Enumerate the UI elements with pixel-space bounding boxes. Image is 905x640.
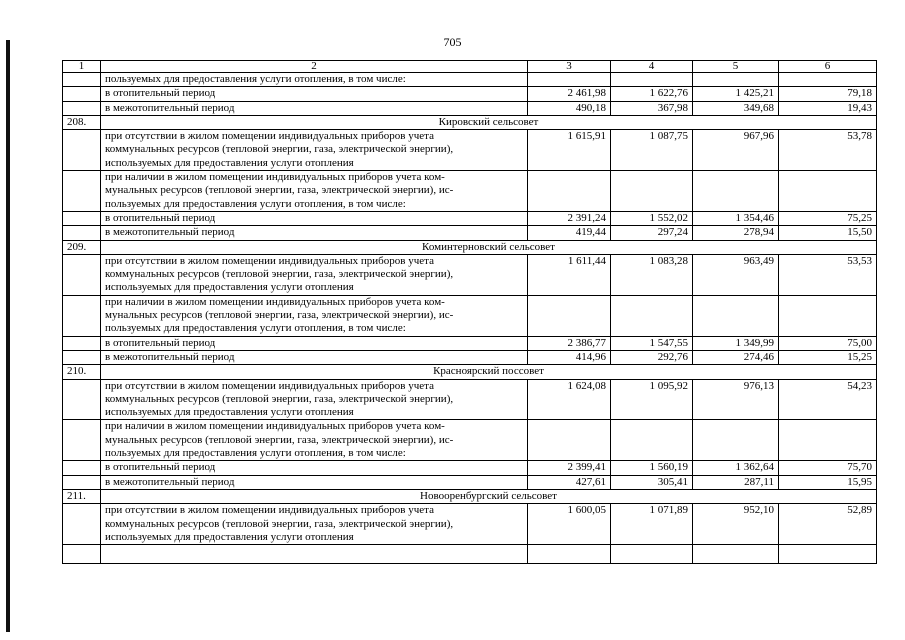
row-number-cell <box>63 211 101 225</box>
row-description: в отопительный период <box>101 461 528 475</box>
value-cell-col5 <box>693 420 779 461</box>
value-cell-col3: 2 391,24 <box>528 211 611 225</box>
value-cell-col3: 1 624,08 <box>528 379 611 420</box>
value-cell-col3: 427,61 <box>528 475 611 489</box>
value-cell-col5: 963,49 <box>693 254 779 295</box>
row-number: 211. <box>63 489 101 503</box>
column-header: 1 <box>63 61 101 73</box>
value-cell-col6 <box>779 295 877 336</box>
row-description <box>101 504 528 545</box>
value-cell-col4 <box>611 420 693 461</box>
table-row <box>63 115 877 129</box>
row-number-cell <box>63 254 101 295</box>
value-cell-col6: 75,25 <box>779 211 877 225</box>
description-line: при наличии в жилом помещении индивидуальных приборов учета ком- <box>105 420 445 433</box>
row-description: в межотопительный период <box>101 475 528 489</box>
description-line: используемых для предоставления услуги отопления <box>105 156 354 169</box>
value-cell-col5: 1 425,21 <box>693 87 779 101</box>
value-cell-col6: 15,25 <box>779 350 877 364</box>
empty-cell <box>779 545 877 564</box>
empty-cell <box>528 545 611 564</box>
value-cell-col3: 2 461,98 <box>528 87 611 101</box>
row-number: 210. <box>63 365 101 379</box>
value-cell-col5: 967,96 <box>693 130 779 171</box>
value-cell-col6: 52,89 <box>779 504 877 545</box>
table-row <box>63 211 877 225</box>
value-cell-col6 <box>779 420 877 461</box>
value-cell-col4: 367,98 <box>611 101 693 115</box>
empty-cell <box>101 545 528 564</box>
column-header: 5 <box>693 61 779 73</box>
description-line: используемых для предоставления услуги отопления <box>105 281 354 294</box>
row-description <box>101 379 528 420</box>
value-cell-col4: 305,41 <box>611 475 693 489</box>
row-description: в отопительный период <box>101 211 528 225</box>
row-description: пользуемых для предоставления услуги отопления, в том числе: <box>101 73 528 87</box>
value-cell-col5 <box>693 73 779 87</box>
value-cell-col6: 15,50 <box>779 226 877 240</box>
row-description <box>101 171 528 212</box>
row-description: в межотопительный период <box>101 101 528 115</box>
empty-cell <box>693 545 779 564</box>
value-cell-col6: 75,00 <box>779 336 877 350</box>
row-number: 209. <box>63 240 101 254</box>
description-line: мунальных ресурсов (тепловой энергии, газа, электрической энергии), ис- <box>105 184 454 197</box>
description-line: коммунальных ресурсов (тепловой энергии, газа, электрической энергии), <box>105 517 454 530</box>
row-number-cell <box>63 73 101 87</box>
empty-cell <box>611 545 693 564</box>
table-row <box>63 379 877 420</box>
row-number-cell <box>63 461 101 475</box>
description-line: при отсутствии в жилом помещении индивидуальных приборов учета <box>105 130 434 143</box>
value-cell-col4: 297,24 <box>611 226 693 240</box>
table-row <box>63 461 877 475</box>
table-row <box>63 130 877 171</box>
description-line: коммунальных ресурсов (тепловой энергии, газа, электрической энергии), <box>105 392 454 405</box>
value-cell-col5: 287,11 <box>693 475 779 489</box>
value-cell-col3: 419,44 <box>528 226 611 240</box>
value-cell-col4: 1 071,89 <box>611 504 693 545</box>
column-header: 3 <box>528 61 611 73</box>
value-cell-col6 <box>779 171 877 212</box>
value-cell-col4: 1 552,02 <box>611 211 693 225</box>
table-row <box>63 336 877 350</box>
value-cell-col4 <box>611 73 693 87</box>
value-cell-col3: 1 611,44 <box>528 254 611 295</box>
value-cell-col5: 349,68 <box>693 101 779 115</box>
description-line: при отсутствии в жилом помещении индивидуальных приборов учета <box>105 504 434 517</box>
table-row <box>63 504 877 545</box>
row-description: в отопительный период <box>101 87 528 101</box>
table-row <box>63 350 877 364</box>
row-number-cell <box>63 171 101 212</box>
row-description <box>101 295 528 336</box>
value-cell-col6: 53,78 <box>779 130 877 171</box>
row-number-cell <box>63 295 101 336</box>
scan-edge-shadow <box>6 40 10 632</box>
description-line: мунальных ресурсов (тепловой энергии, газа, электрической энергии), ис- <box>105 309 454 322</box>
value-cell-col3: 1 615,91 <box>528 130 611 171</box>
row-number-cell <box>63 379 101 420</box>
description-line: при отсутствии в жилом помещении индивидуальных приборов учета <box>105 254 434 267</box>
value-cell-col5 <box>693 171 779 212</box>
row-description <box>101 420 528 461</box>
value-cell-col5: 1 349,99 <box>693 336 779 350</box>
value-cell-col4: 292,76 <box>611 350 693 364</box>
value-cell-col5: 952,10 <box>693 504 779 545</box>
value-cell-col4: 1 095,92 <box>611 379 693 420</box>
row-number: 208. <box>63 115 101 129</box>
row-number-cell <box>63 336 101 350</box>
description-line: мунальных ресурсов (тепловой энергии, газа, электрической энергии), ис- <box>105 433 454 446</box>
value-cell-col5: 274,46 <box>693 350 779 364</box>
value-cell-col3 <box>528 171 611 212</box>
description-line: при наличии в жилом помещении индивидуальных приборов учета ком- <box>105 171 445 184</box>
description-line: при отсутствии в жилом помещении индивидуальных приборов учета <box>105 379 434 392</box>
value-cell-col5: 1 354,46 <box>693 211 779 225</box>
row-number-cell <box>63 87 101 101</box>
row-number-cell <box>63 504 101 545</box>
value-cell-col4 <box>611 295 693 336</box>
value-cell-col6: 15,95 <box>779 475 877 489</box>
table-row <box>63 254 877 295</box>
description-line: используемых для предоставления услуги отопления <box>105 530 354 543</box>
value-cell-col6 <box>779 73 877 87</box>
value-cell-col3 <box>528 73 611 87</box>
value-cell-col5: 1 362,64 <box>693 461 779 475</box>
description-line: при наличии в жилом помещении индивидуальных приборов учета ком- <box>105 295 445 308</box>
value-cell-col5: 278,94 <box>693 226 779 240</box>
value-cell-col4: 1 083,28 <box>611 254 693 295</box>
region-name: Коминтерновский сельсовет <box>101 240 877 254</box>
region-name: Новооренбургский сельсовет <box>101 489 877 503</box>
row-number-cell <box>63 226 101 240</box>
value-cell-col6: 75,70 <box>779 461 877 475</box>
table-row <box>63 420 877 461</box>
table-row <box>63 365 877 379</box>
table-row <box>63 226 877 240</box>
value-cell-col6: 19,43 <box>779 101 877 115</box>
column-number-row <box>63 61 877 73</box>
row-description: в межотопительный период <box>101 226 528 240</box>
table-row <box>63 171 877 212</box>
row-description: в отопительный период <box>101 336 528 350</box>
table-row <box>63 73 877 87</box>
value-cell-col6: 79,18 <box>779 87 877 101</box>
value-cell-col3 <box>528 420 611 461</box>
table-body <box>63 73 877 564</box>
row-description <box>101 254 528 295</box>
region-name: Кировский сельсовет <box>101 115 877 129</box>
table-row <box>63 475 877 489</box>
column-header: 4 <box>611 61 693 73</box>
table-row <box>63 240 877 254</box>
column-header: 6 <box>779 61 877 73</box>
description-line: используемых для предоставления услуги отопления <box>105 406 354 419</box>
value-cell-col3: 414,96 <box>528 350 611 364</box>
description-line: пользуемых для предоставления услуги отопления, в том числе: <box>105 197 406 210</box>
value-cell-col3: 2 399,41 <box>528 461 611 475</box>
table-row <box>63 489 877 503</box>
tariff-table <box>62 60 877 564</box>
value-cell-col4 <box>611 171 693 212</box>
value-cell-col5 <box>693 295 779 336</box>
value-cell-col6: 53,53 <box>779 254 877 295</box>
value-cell-col3 <box>528 295 611 336</box>
row-number-cell <box>63 350 101 364</box>
table-row <box>63 545 877 564</box>
column-header: 2 <box>101 61 528 73</box>
region-name: Красноярский поссовет <box>101 365 877 379</box>
row-number-cell <box>63 420 101 461</box>
table-row <box>63 295 877 336</box>
table-row <box>63 101 877 115</box>
value-cell-col3: 490,18 <box>528 101 611 115</box>
description-line: пользуемых для предоставления услуги отопления, в том числе: <box>105 447 406 460</box>
value-cell-col3: 2 386,77 <box>528 336 611 350</box>
table-row <box>63 87 877 101</box>
empty-cell <box>63 545 101 564</box>
value-cell-col6: 54,23 <box>779 379 877 420</box>
description-line: коммунальных ресурсов (тепловой энергии, газа, электрической энергии), <box>105 268 454 281</box>
description-line: пользуемых для предоставления услуги отопления, в том числе: <box>105 322 406 335</box>
row-number-cell <box>63 130 101 171</box>
page-number: 705 <box>443 35 462 49</box>
row-number-cell <box>63 101 101 115</box>
value-cell-col4: 1 622,76 <box>611 87 693 101</box>
row-description: в межотопительный период <box>101 350 528 364</box>
value-cell-col3: 1 600,05 <box>528 504 611 545</box>
description-line: коммунальных ресурсов (тепловой энергии, газа, электрической энергии), <box>105 143 454 156</box>
row-number-cell <box>63 475 101 489</box>
value-cell-col4: 1 547,55 <box>611 336 693 350</box>
row-description <box>101 130 528 171</box>
value-cell-col4: 1 087,75 <box>611 130 693 171</box>
value-cell-col5: 976,13 <box>693 379 779 420</box>
value-cell-col4: 1 560,19 <box>611 461 693 475</box>
